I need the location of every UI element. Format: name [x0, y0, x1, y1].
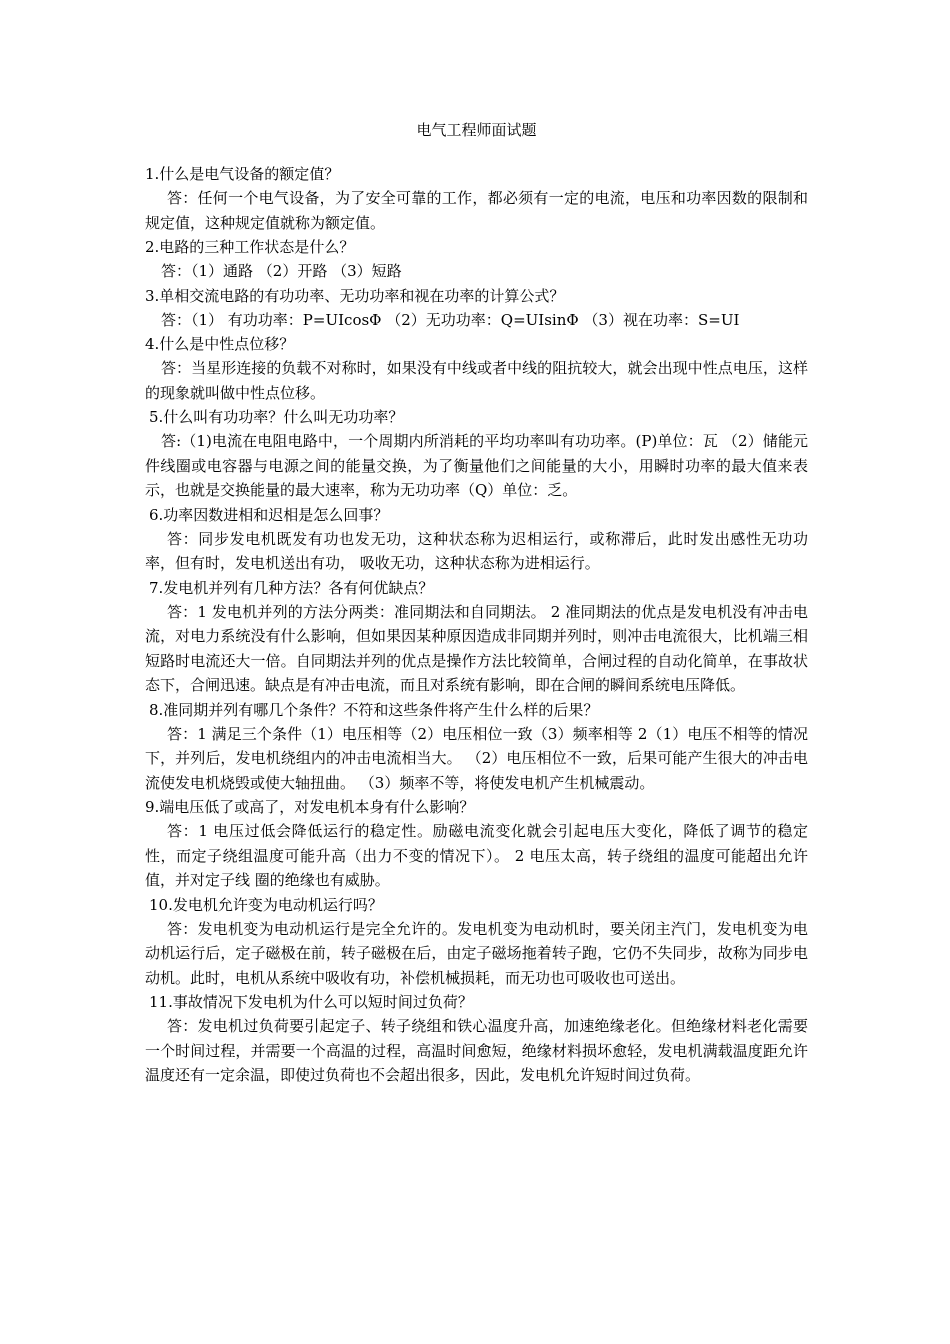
qa-item-2 — [145, 235, 808, 284]
document-title: 电气工程师面试题 — [416, 121, 537, 139]
question-3: 3.单相交流电路的有功功率、无功功率和视在功率的计算公式？ — [145, 286, 565, 305]
qa-item-10 — [145, 893, 808, 991]
question-1: 1.什么是电气设备的额定值？ — [145, 165, 340, 183]
qa-item-1 — [145, 162, 808, 235]
answer-10: 答：发电机变为电动机运行是完全允许的。发电机变为电动机时，要关闭主汽门，发电机变为电动机运行后，定子磁极在前，转子磁极在后，由定子磁场拖着转子跑，它仍不失同步，故称为同步电动机。此时，电机从系统中吸收有功，补偿机械损耗，而无功也可吸收也可送出。 — [145, 919, 808, 987]
answer-8: 答：1 满足三个条件（1）电压相等（2）电压相位一致（3）频率相等 2（1）电压不相等的情况下，并列后，发电机绕组内的冲击电流相当大。 （2）电压相位不一致，后果可能产生很大的冲击电流使发电机烧毁或使大轴扭曲。 （3）频率不等，将使发电机产生机械震动。 — [145, 724, 808, 792]
question-6: 6.功率因数进相和迟相是怎么回事？ — [149, 505, 389, 524]
qa-item-9 — [145, 795, 808, 893]
question-9: 9.端电压低了或高了，对发电机本身有什么影响？ — [145, 798, 475, 816]
answer-11: 答：发电机过负荷要引起定子、转子绕组和铁心温度升高，加速绝缘老化。但绝缘材料老化需要一个时间过程，并需要一个高温的过程，高温时间愈短，绝缘材料损坏愈轻，发电机满载温度距允许温度还有一定余温，即使过负荷也不会超出很多，因此，发电机允许短时间过负荷。 — [145, 1017, 808, 1084]
qa-item-5 — [145, 405, 808, 503]
qa-item-3 — [145, 284, 808, 333]
answer-5: 答:（1)电流在电阻电路中，一个周期内所消耗的平均功率叫有功功率。(P)单位：瓦 （2）储能元件线圈或电容器与电源之间的能量交换，为了衡量他们之间能量的大小，用瞬时功率的最大值来表示，也就是交换能量的最大速率，称为无功功率（Q）单位：乏。 — [145, 432, 808, 499]
question-5: 5.什么叫有功功率？什么叫无功功率？ — [149, 408, 404, 426]
answer-9: 答：1 电压过低会降低运行的稳定性。励磁电流变化就会引起电压大变化，降低了调节的稳定性，而定子绕组温度可能升高（出力不变的情况下）。 2 电压太高，转子绕组的温度可能超出允许值，并对定子线 圈的绝缘也有威胁。 — [145, 822, 808, 889]
qa-item-6 — [145, 503, 808, 576]
answer-3: 答：（1） 有功功率：P=UIcosΦ （2）无功功率：Q=UIsinΦ （3）视在功率：S=UI — [161, 310, 740, 329]
question-10: 10.发电机允许变为电动机运行吗？ — [149, 895, 383, 914]
qa-item-4 — [145, 332, 808, 405]
answer-4: 答：当星形连接的负载不对称时，如果没有中线或者中线的阻抗较大，就会出现中性点电压，这样的现象就叫做中性点位移。 — [145, 359, 808, 402]
question-2: 2.电路的三种工作状态是什么？ — [145, 238, 355, 256]
question-4: 4.什么是中性点位移？ — [145, 335, 295, 353]
qa-item-11 — [145, 990, 808, 1088]
answer-6: 答：同步发电机既发有功也发无功，这种状态称为迟相运行，或称滞后，此时发出感性无功功率，但有时，发电机送出有功， 吸收无功，这种状态称为进相运行。 — [145, 529, 808, 572]
question-8: 8.准同期并列有哪几个条件？不符和这些条件将产生什么样的后果？ — [149, 700, 599, 719]
answer-7: 答：1 发电机并列的方法分两类：准同期法和自同期法。 2 准同期法的优点是发电机没有冲击电流，对电力系统没有什么影响，但如果因某种原因造成非同期并列时，则冲击电流很大，比机端三相短路时电流还大一倍。自同期法并列的优点是操作方法比较简单，合闸过程的自动化简单，在事故状态下，合闸迅速。缺点是有冲击电流，而且对系统有影响，即在合闸的瞬间系统电压降低。 — [145, 602, 808, 694]
question-7: 7.发电机并列有几种方法？各有何优缺点？ — [149, 578, 434, 597]
document-page — [145, 118, 808, 1088]
qa-item-7 — [145, 576, 808, 698]
question-11: 11.事故情况下发电机为什么可以短时间过负荷？ — [149, 993, 473, 1011]
answer-1: 答：任何一个电气设备，为了安全可靠的工作，都必须有一定的电流，电压和功率因数的限制和规定值，这种规定值就称为额定值。 — [145, 189, 808, 232]
qa-item-8 — [145, 698, 808, 796]
answer-2: 答：（1）通路 （2）开路 （3）短路 — [161, 262, 402, 280]
